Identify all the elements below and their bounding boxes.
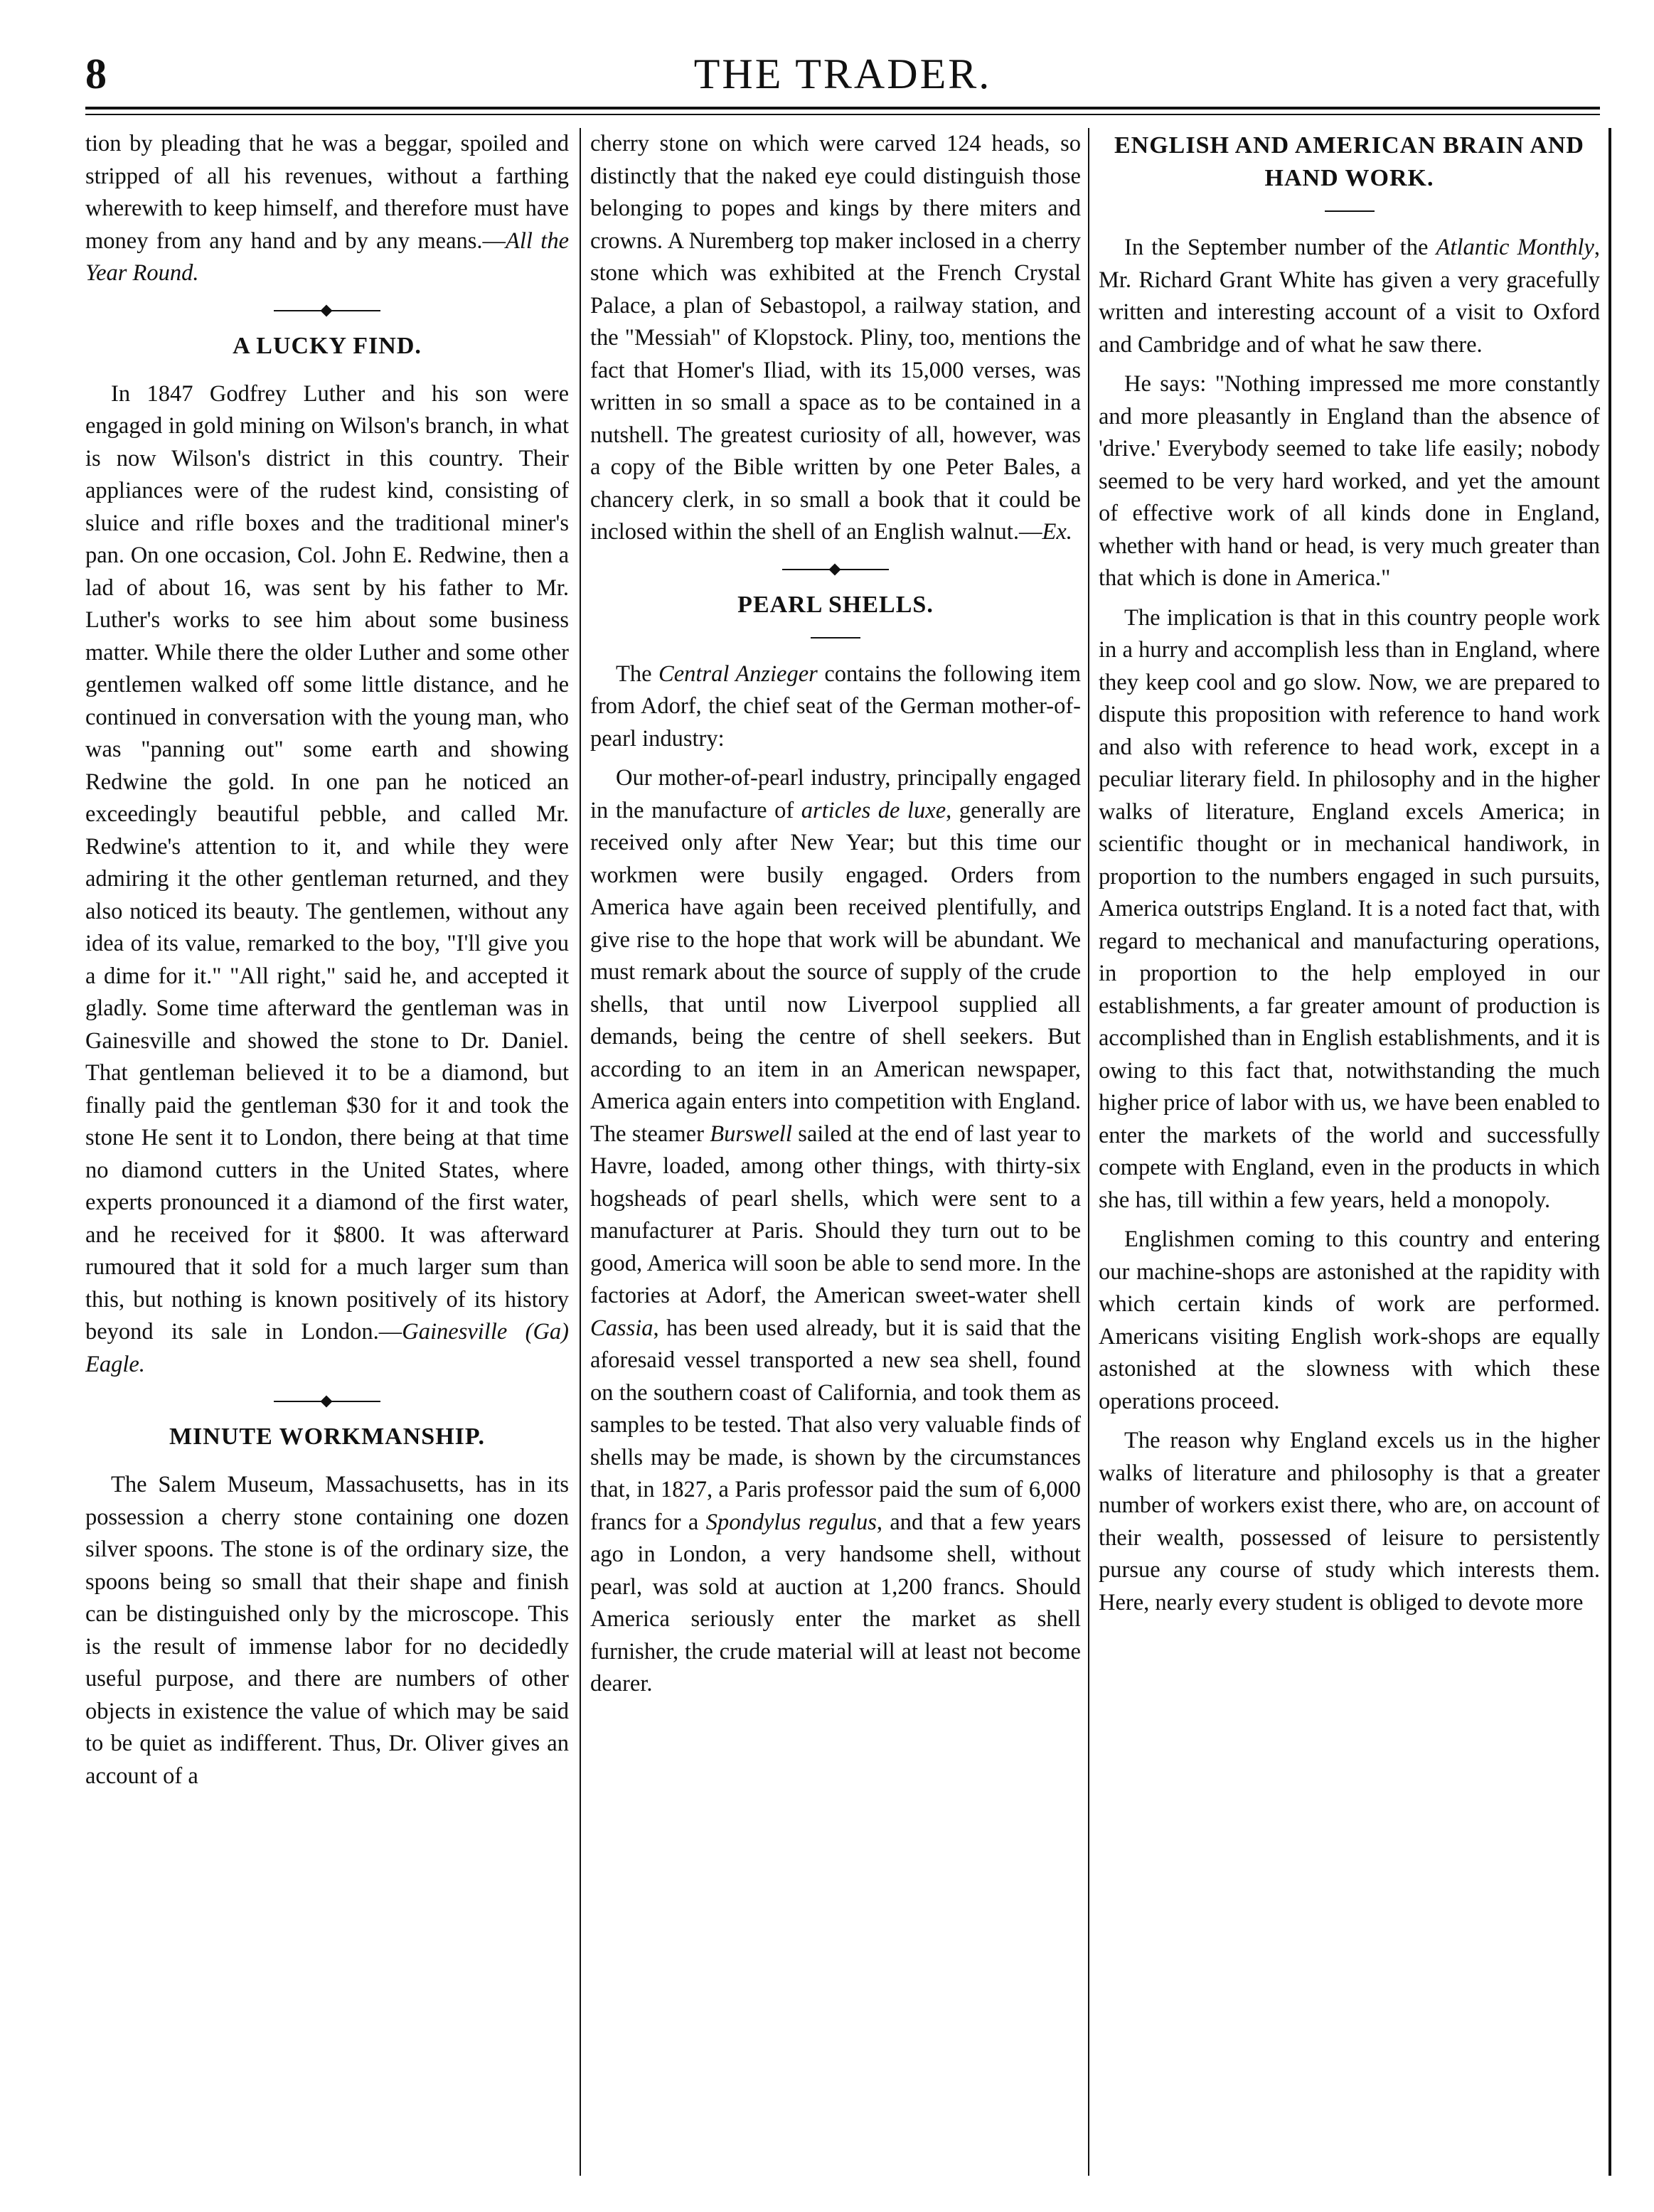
column-divider (1088, 128, 1089, 2176)
article-paragraph: Englishmen coming to this country and entering our machine-shops are astonished at the rapidity with which certain kinds of work are performed. Americans visiting English work-shops are equally astonished at the slowness with which these operations proceed. (1099, 1227, 1600, 1414)
source-credit: All the Year Round. (85, 228, 569, 286)
column-3 (1099, 128, 1600, 2176)
article-separator (274, 1396, 380, 1406)
article-paragraph: The reason why England excels us in the higher walks of literature and philosophy is that a greater number of workers exist there, who are, on account of their wealth, possessed of leisure to persistently pursue any course of study which interests them. Here, nearly every student is obliged to devote more (1099, 1428, 1600, 1615)
article-separator (782, 565, 889, 575)
source-credit: Ex. (1042, 519, 1072, 545)
column-divider (580, 128, 581, 2176)
headline-lucky-find: A LUCKY FIND. (233, 332, 422, 359)
headline-pearl-shells: PEARL SHELLS. (737, 591, 934, 618)
article-separator (274, 306, 380, 316)
masthead: THE TRADER. (693, 50, 992, 97)
article-paragraph: Our mother-of-pearl industry, principally engaged in the manufacture of articles de luxe, generally are received only after New Year; but this time our workmen were busily engaged. Orders from America have again been received plentifully, and give rise to the hope that work will be abundant. We must remark about the source of supply of the crude shells, that until now Liverpool supplied all demands, being the centre of shell seekers. But according to an item in an American newspaper, America again enters into competition with England. The steamer Burswell sailed at the end of last year to Havre, loaded, among other things, with thirty-six hogsheads of pearl shells, which were sent to a manufacturer at Paris. Should they turn out to be good, America will soon be able to send more. In the factories at Adorf, the American sweet-water shell Cassia, has been used already, but it is said that the aforesaid vessel transported a new sea shell, found on the southern coast of California, and took them as samples to be tested. That also very valuable finds of shells may be made, is shown by the circumstances that, in 1827, a Paris professor paid the sum of 6,000 francs for a Spondylus regulus, and that a few years ago in London, a very handsome shell, without pearl, was sold at auction at 1,200 francs. Should America seriously enter the market as shell furnisher, the crude material will at least not become dearer. (590, 765, 1081, 1697)
article-paragraph: The implication is that in this country people work in a hurry and accomplish less than in England, where they keep cool and go slow. Now, we are prepared to dispute this proposition with reference to hand work and also with reference to head work, except in a peculiar literary field. In philosophy and in the higher walks of literature, England excels America; in scientific thought or in mechanical handiwork, in proportion to the numbers engaged in such pursuits, America outstrips England. It is a noted fact that, with regard to mechanical and manufacturing operations, in proportion to the help employed in our establishments, a far greater amount of production is accomplished than in English establishments, and it is owing to this fact that, notwithstanding the much higher price of labor with us, we have been enabled to enter the markets of the world and successfully compete with England, even in the products in which she has, till within a few years, held a monopoly. (1099, 604, 1600, 1213)
article-paragraph: In the September number of the Atlantic Monthly, Mr. Richard Grant White has given a very gracefully written and interesting account of a visit to Oxford and Cambridge and of what he saw there. (1099, 235, 1600, 358)
short-rule (811, 637, 860, 639)
article-paragraph: The Central Anzieger contains the following item from Adorf, the chief seat of the German mother-of-pearl industry: (590, 661, 1081, 752)
article-paragraph: The Salem Museum, Massachusetts, has in its possession a cherry stone containing one dozen silver spoons. The stone is of the ordinary size, the spoons being so small that their shape and finish can be distinguished only by the microscope. This is the result of immense labor for no decidedly useful purpose, and there are numbers of other objects in existence the value of which may be said to be quiet as indifferent. Thus, Dr. Oliver gives an account of a (85, 1472, 569, 1789)
page-header (85, 50, 1600, 114)
header-rule-thin (85, 114, 1600, 115)
article-continuation: tion by pleading that he was a beggar, spoiled and stripped of all his revenues, without a farthing wherewith to keep himself, and therefore must have money from any hand and by any means.—All the Year Round. (85, 131, 569, 286)
short-rule (1325, 210, 1375, 212)
column-1 (85, 128, 569, 2176)
source-credit: Gainesville (Ga) Eagle. (85, 1319, 569, 1377)
article-continuation: cherry stone on which were carved 124 heads, so distinctly that the naked eye could distinguish those belonging to popes and kings by there miters and crowns. A Nuremberg top maker inclosed in a cherry stone which was exhibited at the French Crystal Palace, a plan of Sebastopol, a railway station, and the "Messiah" of Klopstock. Pliny, too, mentions the fact that Homer's Iliad, with its 15,000 verses, was written in so small a space as to be contained in a nutshell. The greatest curiosity of all, however, was a copy of the Bible written by one Peter Bales, a chancery clerk, in so small a book that it could be inclosed within the shell of an English walnut.—Ex. (590, 131, 1081, 545)
headline-brain-and-hand-work: ENGLISH AND AMERICAN BRAIN AND HAND WORK. (1114, 132, 1584, 191)
article-paragraph: He says: "Nothing impressed me more constantly and more pleasantly in England than the absence of 'drive.' Everybody seemed to take life easily; nobody seemed to be very hard worked, and yet the amount of effective work of all kinds done in England, whether with hand or head, is very much greater than that which is done in America." (1099, 371, 1600, 591)
headline-minute-workmanship: MINUTE WORKMANSHIP. (169, 1423, 486, 1450)
header-rule (85, 107, 1600, 109)
column-2 (590, 128, 1081, 2176)
page-number: 8 (85, 50, 107, 97)
article-paragraph: In 1847 Godfrey Luther and his son were engaged in gold mining on Wilson's branch, in what is now Wilson's district in this country. Their appliances were of the rudest kind, consisting of sluice and rifle boxes and the traditional miner's pan. On one occasion, Col. John E. Redwine, then a lad of about 16, was sent by his father to Mr. Luther's works to see him about some business matter. While there the older Luther and some other gentlemen walked off some little distance, and he continued in conversation with the young man, who was "panning out" some earth and showing Redwine the gold. In one pan he noticed an exceedingly beautiful pebble, and called Mr. Redwine's attention to it, and while they were admiring it the other gentleman returned, and they also noticed its beauty. The gentlemen, without any idea of its value, remarked to the boy, "I'll give you a dime for it." "All right," said he, and accepted it gladly. Some time afterward the gentleman was in Gainesville and showed the stone to Dr. Daniel. That gentleman believed it to be a diamond, but finally paid the gentleman $30 for it and took the stone He sent it to London, there being at that time no diamond cutters in the United States, where experts pronounced it a diamond of the first water, and he received for it $800. It was afterward rumoured that it sold for a much larger sum than this, but nothing is known positively of its history beyond its sale in London.—Gainesville (Ga) Eagle. (85, 380, 569, 1377)
page-edge-rule (1608, 128, 1611, 2176)
